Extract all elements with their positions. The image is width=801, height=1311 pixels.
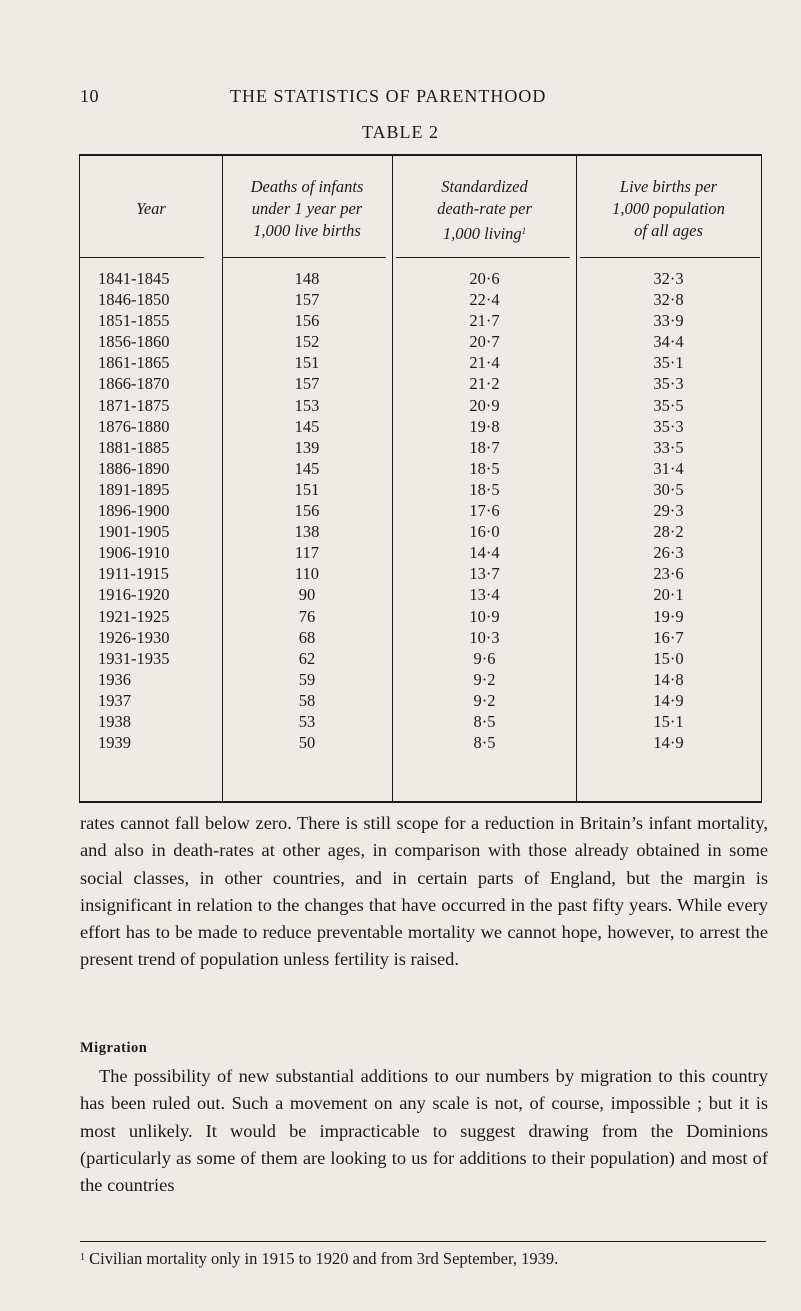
- cell-infant-deaths: 90: [298, 585, 316, 605]
- cell-infant-deaths: 156: [294, 311, 320, 331]
- cell-year: 1841-1845: [98, 269, 170, 288]
- cell-live-births: 35·3: [653, 374, 684, 394]
- cell-standardized-death-rate: 21·2: [469, 374, 500, 394]
- cell-infant-deaths: 151: [294, 353, 320, 373]
- header-live-line-3: of all ages: [634, 221, 703, 240]
- cell-year: 1901-1905: [98, 522, 170, 542]
- cell-standardized-death-rate: 21·4: [469, 353, 500, 373]
- cell-year: 1939: [98, 733, 131, 753]
- cell-standardized-death-rate: 18·5: [469, 479, 500, 499]
- cell-year: 1891-1895: [98, 479, 170, 499]
- header-std-line-2: death-rate per: [437, 199, 532, 218]
- cell-year: 1937: [98, 690, 131, 710]
- cell-live-births: 26·3: [653, 543, 684, 563]
- cell-live-births: 14·9: [653, 690, 684, 710]
- header-infant-line-1: Deaths of infants: [250, 177, 364, 196]
- header-year: Year: [136, 199, 166, 218]
- table-row: [80, 438, 761, 459]
- table-caption: TABLE 2: [361, 122, 440, 142]
- header-infant-deaths: [222, 176, 392, 242]
- cell-year: 1938: [98, 711, 131, 731]
- cell-live-births: 15·0: [653, 648, 684, 668]
- cell-standardized-death-rate: 20·7: [469, 332, 500, 352]
- body-paragraph: [80, 810, 768, 974]
- table-row: [80, 374, 761, 395]
- cell-infant-deaths: 58: [298, 690, 316, 710]
- cell-standardized-death-rate: 21·7: [469, 311, 500, 331]
- cell-year: 1851-1855: [98, 311, 170, 331]
- header-live-births: [576, 176, 761, 242]
- cell-infant-deaths: 157: [294, 374, 320, 394]
- cell-infant-deaths: 50: [298, 733, 316, 753]
- cell-year: 1921-1925: [98, 606, 170, 626]
- cell-standardized-death-rate: 16·0: [469, 522, 500, 542]
- header-rule: [580, 257, 760, 258]
- cell-year: 1911-1915: [98, 564, 169, 584]
- table-row: [80, 522, 761, 543]
- cell-year: 1846-1850: [98, 290, 170, 310]
- table-row: [80, 628, 761, 649]
- cell-standardized-death-rate: 9·2: [473, 690, 496, 710]
- cell-year: 1926-1930: [98, 627, 170, 647]
- header-infant-line-2: under 1 year per: [251, 199, 363, 218]
- table-row: [80, 501, 761, 522]
- cell-live-births: 16·7: [653, 627, 684, 647]
- cell-infant-deaths: 53: [298, 711, 316, 731]
- cell-standardized-death-rate: 8·5: [473, 733, 496, 753]
- cell-infant-deaths: 117: [294, 543, 320, 563]
- cell-infant-deaths: 156: [294, 501, 320, 521]
- cell-year: 1936: [98, 669, 131, 689]
- cell-standardized-death-rate: 14·4: [469, 543, 500, 563]
- cell-live-births: 35·1: [653, 353, 684, 373]
- cell-live-births: 35·5: [653, 395, 684, 415]
- cell-infant-deaths: 145: [294, 416, 320, 436]
- cell-infant-deaths: 62: [298, 648, 316, 668]
- table-row: [80, 290, 761, 311]
- footnote-marker: 1: [521, 226, 527, 236]
- cell-infant-deaths: 152: [294, 332, 320, 352]
- header-standardized-death-rate: [392, 176, 577, 245]
- table-row: [80, 607, 761, 628]
- cell-standardized-death-rate: 10·3: [469, 627, 500, 647]
- footnote-rule: [80, 1241, 766, 1242]
- cell-year: 1886-1890: [98, 458, 170, 478]
- footnote-text: Civilian mortality only in 1915 to 1920 and from 3rd September, 1939.: [89, 1249, 559, 1268]
- table-row: [80, 733, 761, 754]
- table-row: [80, 459, 761, 480]
- cell-live-births: 14·9: [653, 733, 684, 753]
- cell-live-births: 14·8: [653, 669, 684, 689]
- cell-live-births: 29·3: [653, 501, 684, 521]
- cell-infant-deaths: 145: [294, 458, 320, 478]
- cell-year: 1866-1870: [98, 374, 170, 394]
- cell-year: 1906-1910: [98, 543, 170, 563]
- table-row: [80, 269, 761, 290]
- header-rule: [396, 257, 570, 258]
- table-row: [80, 332, 761, 353]
- cell-infant-deaths: 157: [294, 290, 320, 310]
- table-row: [80, 353, 761, 374]
- cell-standardized-death-rate: 8·5: [473, 711, 496, 731]
- cell-standardized-death-rate: 13·7: [469, 564, 500, 584]
- cell-live-births: 32·8: [653, 290, 684, 310]
- cell-standardized-death-rate: 17·6: [469, 501, 500, 521]
- header-infant-line-3: 1,000 live births: [253, 221, 361, 240]
- table-row: [80, 480, 761, 501]
- header-rule: [222, 257, 386, 258]
- table-row: [80, 417, 761, 438]
- cell-live-births: 28·2: [653, 522, 684, 542]
- cell-live-births: 32·3: [653, 269, 684, 288]
- cell-infant-deaths: 76: [298, 606, 316, 626]
- cell-standardized-death-rate: 9·2: [473, 669, 496, 689]
- cell-year: 1931-1935: [98, 648, 170, 668]
- section-heading: Migration: [80, 1040, 148, 1056]
- page-number: 10: [80, 86, 99, 106]
- footnote: [80, 1249, 766, 1269]
- header-std-line-3: [392, 220, 577, 245]
- cell-infant-deaths: 153: [294, 395, 320, 415]
- cell-live-births: 33·9: [653, 311, 684, 331]
- cell-infant-deaths: 110: [294, 564, 320, 584]
- cell-live-births: 33·5: [653, 437, 684, 457]
- table-body: [80, 269, 761, 754]
- footnote-number: 1: [80, 1252, 85, 1263]
- cell-year: 1896-1900: [98, 501, 170, 521]
- header-live-line-1: Live births per: [619, 177, 718, 196]
- cell-infant-deaths: 151: [294, 479, 320, 499]
- table-row: [80, 712, 761, 733]
- header-std-line-1: Standardized: [441, 177, 528, 196]
- table-row: [80, 311, 761, 332]
- header-live-line-2: 1,000 population: [612, 199, 725, 218]
- section-paragraph-text: The possibility of new substantial additions to our numbers by migration to this country has been ruled out. Such a movement on any scale is not, of course, impossible ; but it is most unlikely. It would be impracticable to suggest drawing from the Dominions (particularly as some of them are looking to us for additions to their population) and most of the countries: [80, 1066, 768, 1196]
- cell-year: 1916-1920: [98, 585, 170, 605]
- table-row: [80, 564, 761, 585]
- running-head: [80, 86, 770, 110]
- section-paragraph: [80, 1063, 768, 1199]
- cell-standardized-death-rate: 10·9: [469, 606, 500, 626]
- cell-live-births: 30·5: [653, 479, 684, 499]
- cell-live-births: 31·4: [653, 458, 684, 478]
- table-row: [80, 585, 761, 606]
- cell-year: 1876-1880: [98, 416, 170, 436]
- header-std-line-3-text: 1,000 living: [442, 224, 522, 243]
- cell-standardized-death-rate: 20·9: [469, 395, 500, 415]
- cell-year: 1856-1860: [98, 332, 170, 352]
- cell-year: 1861-1865: [98, 353, 170, 373]
- cell-live-births: 20·1: [653, 585, 684, 605]
- cell-standardized-death-rate: 13·4: [469, 585, 500, 605]
- cell-infant-deaths: 139: [294, 437, 320, 457]
- cell-standardized-death-rate: 22·4: [469, 290, 500, 310]
- cell-standardized-death-rate: 18·7: [469, 437, 500, 457]
- cell-live-births: 35·3: [653, 416, 684, 436]
- cell-live-births: 15·1: [653, 711, 684, 731]
- cell-live-births: 34·4: [653, 332, 684, 352]
- statistics-table: [79, 154, 762, 803]
- cell-year: 1881-1885: [98, 437, 170, 457]
- table-row: [80, 691, 761, 712]
- cell-live-births: 23·6: [653, 564, 684, 584]
- cell-infant-deaths: 68: [298, 627, 316, 647]
- table-row: [80, 670, 761, 691]
- cell-year: 1871-1875: [98, 395, 170, 415]
- cell-standardized-death-rate: 19·8: [469, 416, 500, 436]
- table-row: [80, 396, 761, 417]
- cell-infant-deaths: 138: [294, 522, 320, 542]
- cell-standardized-death-rate: 9·6: [473, 648, 496, 668]
- header-rule: [80, 257, 204, 258]
- paragraph-text: rates cannot fall below zero. There is still scope for a reduction in Britain’s infant mortality, and also in death-rates at other ages, in comparison with those already obtained in some social classes, in other countries, and in certain parts of England, but the margin is insignificant in relation to the changes that have occurred in the past fifty years. While every effort has to be made to reduce preventable mortality we cannot hope, however, to arrest the present trend of population unless fertility is raised.: [80, 813, 768, 970]
- cell-infant-deaths: 59: [298, 669, 316, 689]
- cell-infant-deaths: 148: [294, 269, 320, 288]
- cell-standardized-death-rate: 18·5: [469, 458, 500, 478]
- cell-standardized-death-rate: 20·6: [469, 269, 500, 288]
- running-title: THE STATISTICS OF PARENTHOOD: [230, 86, 547, 106]
- table-row: [80, 543, 761, 564]
- table-row: [80, 649, 761, 670]
- cell-live-births: 19·9: [653, 606, 684, 626]
